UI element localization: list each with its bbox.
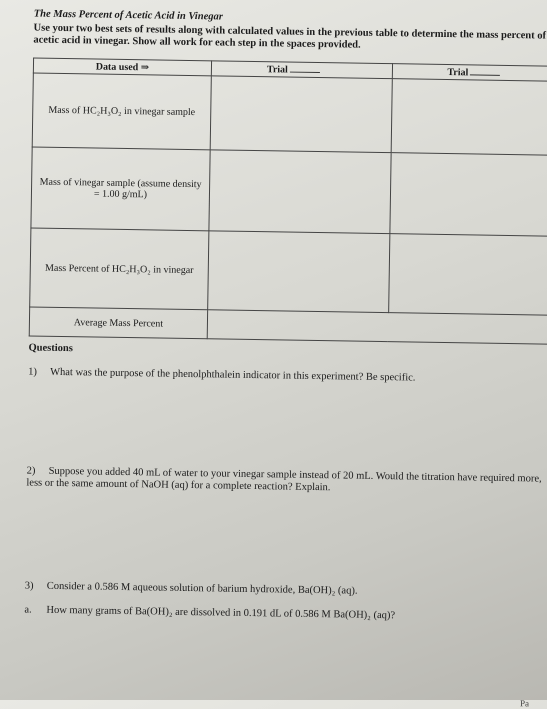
question-text: How many grams of Ba(OH)₂ are dissolved in 0.191 dL of 0.586 M Ba(OH)₂ (aq)? [46, 604, 396, 622]
question-text: What was the purpose of the phenolphthalein indicator in this experiment? Be specific. [50, 366, 416, 384]
page-number-fragment: Pa [519, 698, 530, 709]
section-title: The Mass Percent of Acetic Acid in Vinegar [33, 8, 223, 23]
question-3 [25, 580, 545, 600]
question-number: a. [24, 604, 32, 616]
trial-2-label: Trial [447, 67, 469, 79]
table-row [32, 73, 547, 155]
trial-2-blank[interactable] [470, 66, 500, 75]
trial-1-label: Trial [266, 64, 288, 76]
question-number: 3) [24, 580, 34, 592]
questions-title: Questions [28, 342, 73, 355]
row-label: Mass Percent of HC₂H₃O₂ in vinegar [30, 228, 209, 310]
trial-1-cell[interactable] [208, 231, 390, 313]
question-text: Consider a 0.586 M aqueous solution of barium hydroxide, Ba(OH)₂ (aq). [46, 580, 358, 597]
question-2 [26, 465, 546, 497]
trial-2-cell[interactable] [391, 79, 547, 156]
row-label: Mass of vinegar sample (assume density = 1.00 g/mL) [31, 147, 210, 231]
results-table [29, 58, 547, 345]
table-row [31, 147, 547, 236]
row-label: Mass of HC₂H₃O₂ in vinegar sample [32, 73, 211, 150]
trial-2-cell[interactable] [389, 153, 547, 237]
question-text: Suppose you added 40 mL of water to your vinegar sample instead of 20 mL. Would the titration have required more, less or the same amount of NaOH (aq) for a complete reaction? Explain. [26, 465, 542, 494]
question-1 [28, 366, 416, 384]
question-number: 1) [28, 366, 37, 378]
instructions-text: Use your two best sets of results along with calculated values in the previous table to determine the mass percent of acetic acid in vinegar. Show all work for each step in the spaces provided. [33, 22, 547, 51]
row-label: Average Mass Percent [29, 307, 207, 339]
question-number: 2) [26, 465, 36, 477]
average-cell[interactable] [207, 310, 547, 345]
trial-1-cell[interactable] [210, 76, 392, 153]
trial-1-cell[interactable] [209, 150, 391, 234]
trial-1-blank[interactable] [290, 64, 320, 73]
data-used-header: Data used ⇒ [33, 58, 211, 76]
question-3a [24, 604, 544, 624]
table-row [30, 228, 547, 315]
trial-2-cell[interactable] [388, 234, 547, 316]
